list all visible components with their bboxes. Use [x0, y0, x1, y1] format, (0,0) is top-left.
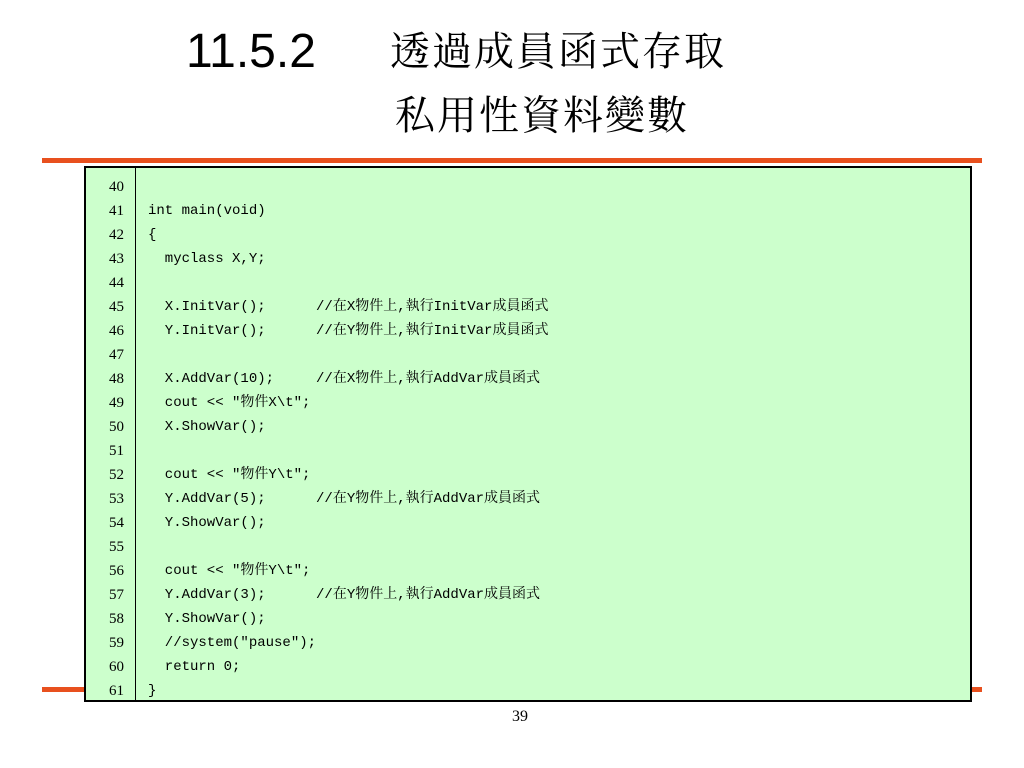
line-number: 43 [109, 251, 124, 267]
line-number: 53 [109, 491, 124, 507]
line-number: 46 [109, 323, 124, 339]
top-divider [42, 158, 982, 163]
code-line: X.InitVar(); //在X物件上,執行InitVar成員函式 [148, 299, 549, 315]
code-line: Y.InitVar(); //在Y物件上,執行InitVar成員函式 [148, 323, 549, 339]
code-line: cout << "物件Y\t"; [148, 563, 311, 579]
line-number: 45 [109, 299, 124, 315]
code-line: } [148, 683, 157, 699]
line-number-gutter [86, 168, 136, 700]
code-line: cout << "物件Y\t"; [148, 467, 311, 483]
line-number: 58 [109, 611, 124, 627]
code-line [148, 271, 548, 295]
line-number: 54 [109, 515, 124, 531]
code-line: //system("pause"); [148, 635, 317, 651]
line-number: 51 [109, 443, 124, 459]
code-line: { [148, 227, 157, 243]
code-listing [84, 166, 972, 702]
line-number: 50 [109, 419, 124, 435]
line-number: 40 [109, 179, 124, 195]
code-line: Y.ShowVar(); [148, 611, 266, 627]
code-line: cout << "物件X\t"; [148, 395, 311, 411]
title-line-1: 透過成員函式存取 [390, 29, 726, 75]
line-number: 59 [109, 635, 124, 651]
line-number: 47 [109, 347, 124, 363]
line-number: 60 [109, 659, 124, 675]
code-line: X.AddVar(10); //在X物件上,執行AddVar成員函式 [148, 371, 541, 387]
line-number: 49 [109, 395, 124, 411]
code-line: Y.ShowVar(); [148, 515, 266, 531]
code-line: int main(void) [148, 203, 266, 219]
section-number: 11.5.2 [186, 25, 316, 78]
line-number: 42 [109, 227, 124, 243]
code-line: return 0; [148, 659, 241, 675]
code-line [148, 535, 548, 559]
code-text [148, 175, 548, 703]
code-line: X.ShowVar(); [148, 419, 266, 435]
line-number: 41 [109, 203, 124, 219]
line-number: 61 [109, 683, 124, 699]
code-line [148, 175, 548, 199]
line-number: 44 [109, 275, 124, 291]
code-line: Y.AddVar(3); //在Y物件上,執行AddVar成員函式 [148, 587, 541, 603]
line-number: 52 [109, 467, 124, 483]
code-line: Y.AddVar(5); //在Y物件上,執行AddVar成員函式 [148, 491, 541, 507]
code-line [148, 439, 548, 463]
slide-title [0, 0, 1024, 150]
page-number: 39 [512, 708, 528, 725]
code-line: myclass X,Y; [148, 251, 266, 267]
line-number: 55 [109, 539, 124, 555]
title-line-2: 私用性資料變數 [395, 93, 689, 139]
line-number: 56 [109, 563, 124, 579]
line-number: 48 [109, 371, 124, 387]
line-number: 57 [109, 587, 124, 603]
code-line [148, 343, 548, 367]
